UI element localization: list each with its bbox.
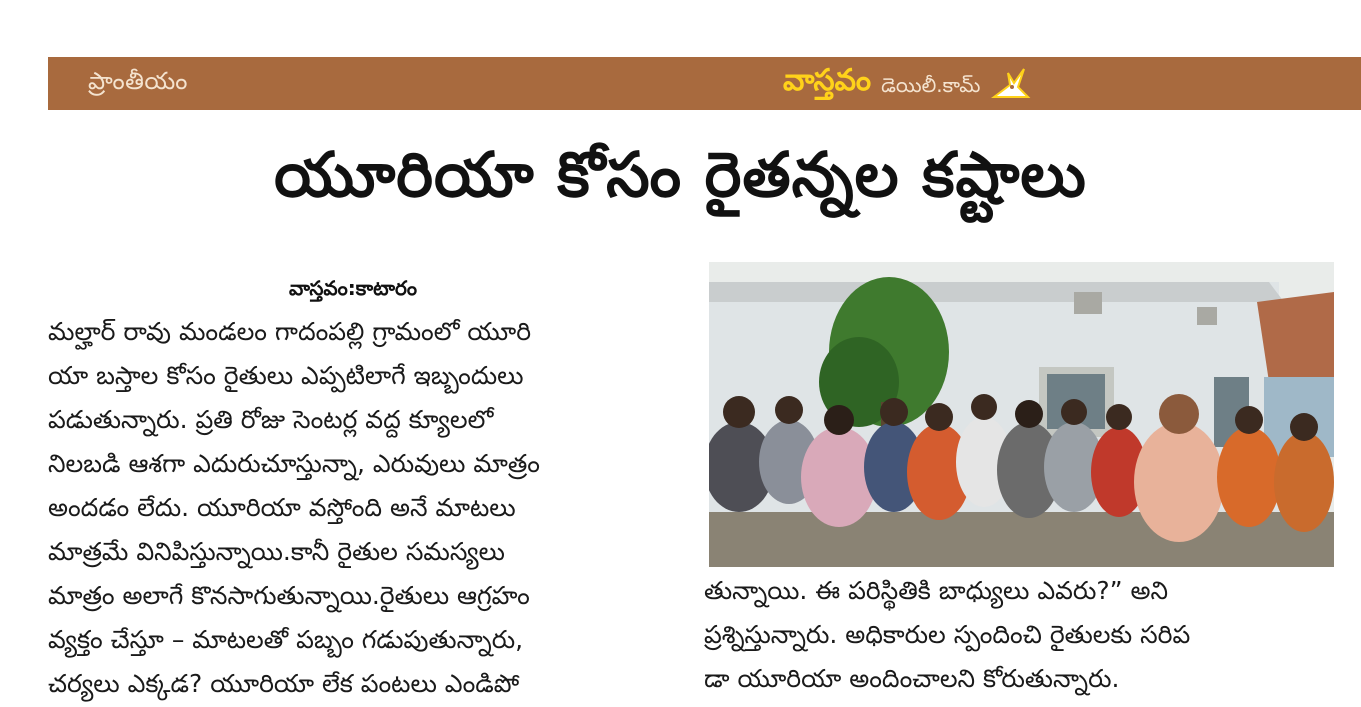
body-line: చర్యలు ఎక్కడ? యూరియా లేక పంటలు ఎండిపో: [48, 669, 520, 698]
brand-name: వాస్తవం: [783, 63, 872, 98]
news-photo: [709, 262, 1334, 567]
body-line: యా బస్తాల కోసం రైతులు ఎప్పటిలాగే ఇబ్బందులు: [48, 361, 524, 390]
article-body-left: [48, 310, 668, 706]
body-line: మల్హార్ రావు మండలం గాదంపల్లి గ్రామంలో యూరి: [48, 317, 532, 346]
section-header-bar: [48, 57, 1361, 110]
body-line: నిలబడి ఆశగా ఎదురుచూస్తున్నా, ఎరువులు మాత్రం: [48, 449, 540, 478]
body-line: మాత్రమే వినిపిస్తున్నాయి.కానీ రైతుల సమస్యలు: [48, 537, 505, 566]
headline: యూరియా కోసం రైతన్నల కష్టాలు: [274, 138, 1087, 211]
body-line: అందడం లేదు. యూరియా వస్తోంది అనే మాటలు: [48, 493, 516, 522]
section-label: ప్రాంతీయం: [88, 67, 188, 95]
brand-domain: డెయిలీ.కామ్: [881, 72, 981, 97]
body-line: తున్నాయి. ఈ పరిస్థితికి బాధ్యులు ఎవరు?” అని: [704, 576, 1169, 605]
article-body-right: [704, 569, 1334, 701]
body-line: వ్యక్తం చేస్తూ – మాటలతో పబ్బం గడుపుతున్నారు,: [48, 625, 524, 654]
body-line: ప్రశ్నిస్తున్నారు. అధికారుల స్పందించి రైతులకు సరిప: [704, 620, 1191, 649]
bird-logo-icon: [990, 67, 1032, 103]
brand: [783, 63, 1032, 105]
body-line: పడుతున్నారు. ప్రతి రోజు సెంటర్ల వద్ద క్యూలలో: [48, 405, 494, 434]
body-line: మాత్రం అలాగే కొనసాగుతున్నాయి.రైతులు ఆగ్రహం: [48, 581, 530, 610]
body-line: డా యూరియా అందించాలని కోరుతున్నారు.: [704, 664, 1120, 693]
crowd-photo-illustration: [709, 262, 1334, 567]
byline: వాస్తవం:కాటారం: [289, 276, 417, 300]
